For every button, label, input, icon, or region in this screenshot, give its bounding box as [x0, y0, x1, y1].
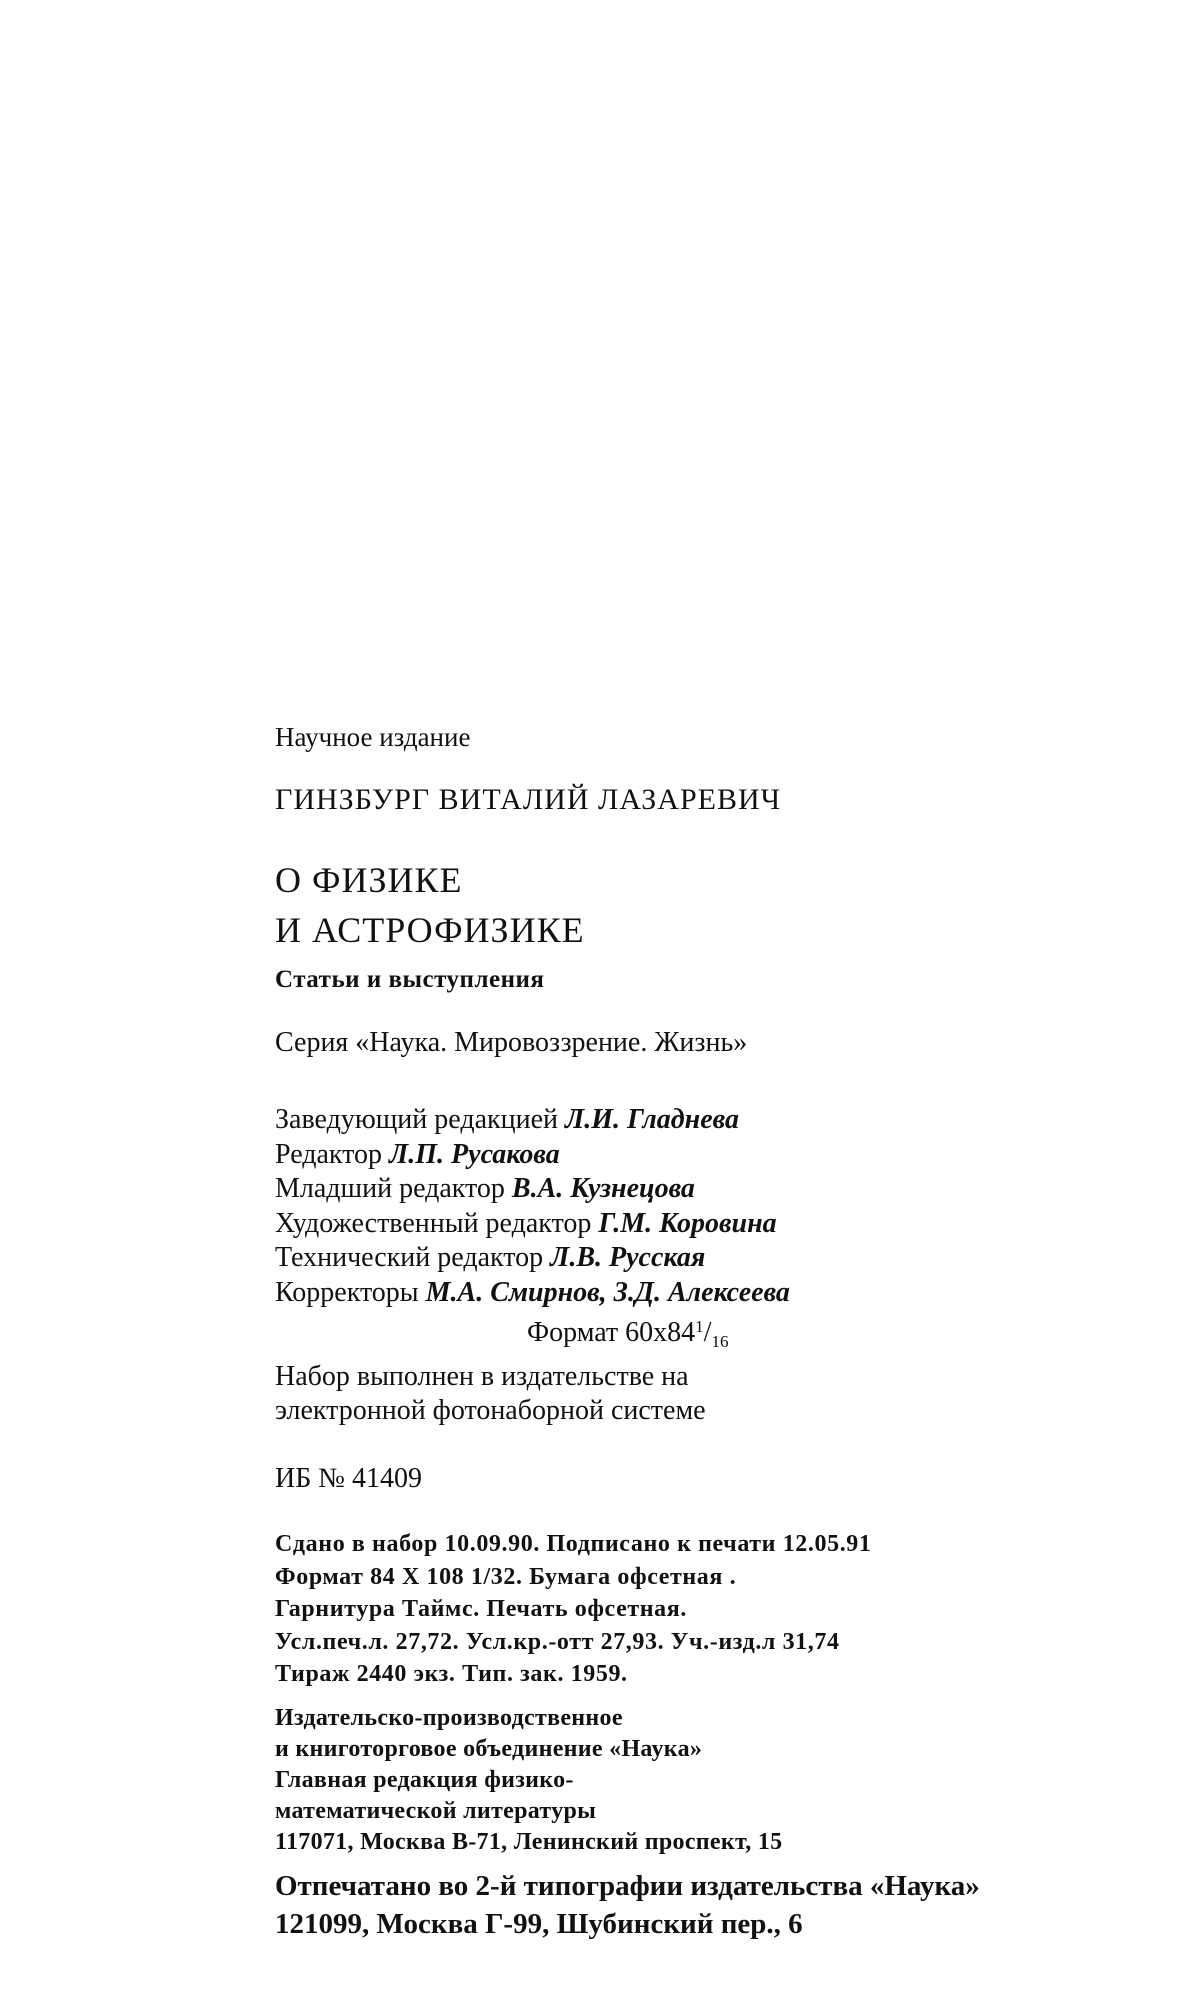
- technical-line: Формат 84 X 108 1/32. Бумага офсетная .: [275, 1563, 737, 1590]
- staff-role: Художественный редактор: [275, 1207, 592, 1239]
- publisher-info: [275, 1703, 782, 1858]
- paper-format: [275, 1310, 790, 1360]
- technical-details: [275, 1528, 872, 1691]
- staff-row: [275, 1241, 790, 1276]
- printer-line: 121099, Москва Г-99, Шубинский пер., 6: [275, 1908, 803, 1940]
- format-numerator: 1: [695, 1317, 704, 1336]
- staff-row: [275, 1172, 790, 1207]
- staff-row: [275, 1207, 790, 1242]
- staff-name: Л.И. Гладнева: [564, 1104, 739, 1135]
- technical-line: Тираж 2440 экз. Тип. зак. 1959.: [275, 1661, 628, 1687]
- series-name: Серия «Наука. Мировоззрение. Жизнь»: [275, 1027, 748, 1058]
- staff-role: Технический редактор: [275, 1242, 544, 1273]
- publisher-line: и книготорговое объединение «Наука»: [275, 1736, 703, 1762]
- book-title-line-2: И АСТРОФИЗИКЕ: [275, 910, 585, 950]
- technical-line: Сдано в набор 10.09.90. Подписано к печати 12.05.91: [275, 1531, 872, 1557]
- staff-role: Редактор: [275, 1138, 383, 1170]
- staff-name: Г.М. Коровина: [598, 1207, 777, 1239]
- typeset-note-line-1: Набор выполнен в издательстве на: [275, 1360, 689, 1392]
- publisher-line: Главная редакция физико-: [275, 1767, 574, 1793]
- typeset-note-line-2: электронной фотонаборной системе: [275, 1395, 706, 1426]
- edition-kind: Научное издание: [275, 722, 471, 752]
- technical-line: Усл.печ.л. 27,72. Усл.кр.-отт 27,93. Уч.-изд.л 31,74: [275, 1628, 840, 1655]
- staff-row: [275, 1276, 790, 1311]
- printer-info: [275, 1867, 980, 1943]
- staff-name: М.А. Смирнов, З.Д. Алексеева: [425, 1276, 790, 1308]
- staff-role: Корректоры: [275, 1276, 419, 1308]
- ib-number: ИБ № 41409: [275, 1463, 423, 1494]
- book-subtitle: Статьи и выступления: [275, 966, 545, 993]
- publisher-line: Издательско-производственное: [275, 1705, 623, 1731]
- staff-name: Л.П. Русакова: [389, 1138, 560, 1170]
- format-label: Формат: [527, 1317, 619, 1348]
- publisher-line: математической литературы: [275, 1798, 597, 1824]
- author-name: ГИНЗБУРГ ВИТАЛИЙ ЛАЗАРЕВИЧ: [275, 783, 782, 816]
- staff-role: Младший редактор: [275, 1173, 505, 1204]
- format-main: 60х84: [625, 1317, 696, 1348]
- format-slash: /: [703, 1317, 712, 1348]
- format-denominator: 16: [711, 1332, 729, 1351]
- book-title-line-1: О ФИЗИКЕ: [275, 860, 463, 900]
- staff-role: Заведующий редакцией: [275, 1104, 558, 1135]
- publisher-line: 117071, Москва В-71, Ленинский проспект, 15: [275, 1829, 783, 1855]
- editorial-staff: [275, 1103, 790, 1429]
- book-title: [275, 855, 585, 955]
- staff-row: [275, 1138, 790, 1173]
- printer-line: Отпечатано во 2-й типографии издательства «Наука»: [275, 1870, 980, 1902]
- technical-line: Гарнитура Таймс. Печать офсетная.: [275, 1596, 687, 1622]
- staff-row: [275, 1103, 790, 1138]
- staff-name: Л.В. Русская: [550, 1242, 706, 1273]
- staff-name: В.А. Кузнецова: [511, 1173, 695, 1204]
